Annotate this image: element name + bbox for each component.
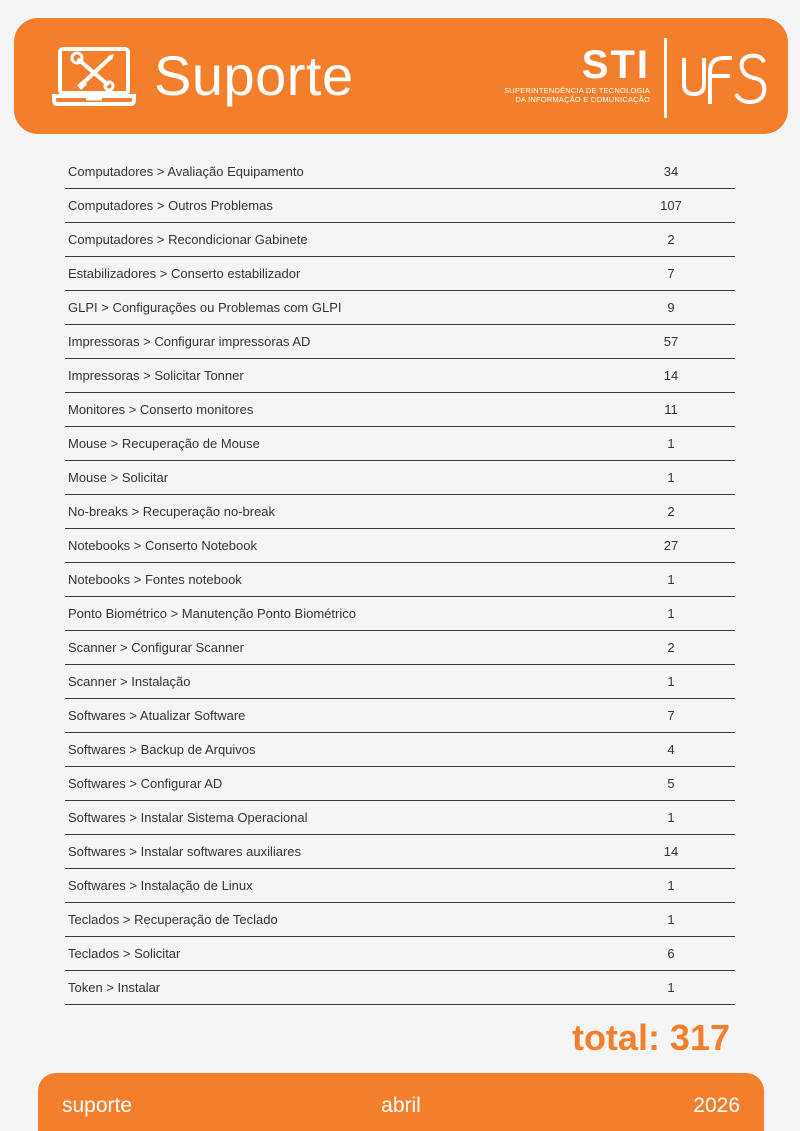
org-name-line-2: DA INFORMAÇÃO E COMUNICAÇÃO (515, 95, 650, 104)
row-category: Ponto Biométrico > Manutenção Ponto Biométrico (68, 606, 356, 621)
logo-divider (664, 38, 667, 118)
sti-logo: STI (581, 43, 650, 87)
row-count: 1 (667, 810, 675, 825)
org-name-line-1: SUPERINTENDÊNCIA DE TECNOLOGIA (504, 86, 650, 95)
row-count: 5 (667, 776, 675, 791)
table-row (65, 495, 735, 529)
row-count: 14 (663, 844, 679, 859)
row-category: Impressoras > Solicitar Tonner (68, 368, 244, 383)
row-category: Teclados > Solicitar (68, 946, 181, 961)
table-row (65, 631, 735, 665)
table-row (65, 291, 735, 325)
row-category: Softwares > Configurar AD (68, 776, 223, 791)
table-row (65, 869, 735, 903)
row-count: 7 (667, 266, 675, 281)
row-count: 1 (667, 674, 675, 689)
row-count: 14 (663, 368, 679, 383)
table-row (65, 359, 735, 393)
row-category: No-breaks > Recuperação no-break (68, 504, 276, 519)
table-row (65, 971, 735, 1005)
row-count: 11 (664, 402, 678, 417)
row-count: 6 (667, 946, 675, 961)
table-row (65, 835, 735, 869)
row-category: Mouse > Solicitar (68, 470, 169, 485)
table-row (65, 325, 735, 359)
row-count: 4 (667, 742, 675, 757)
row-category: Teclados > Recuperação de Teclado (68, 912, 278, 927)
row-category: Impressoras > Configurar impressoras AD (68, 334, 311, 349)
table-row (65, 597, 735, 631)
row-category: Notebooks > Fontes notebook (68, 572, 242, 587)
table-row (65, 529, 735, 563)
table-row (65, 393, 735, 427)
row-count: 2 (667, 640, 675, 655)
row-category: Computadores > Outros Problemas (68, 198, 273, 213)
table-row (65, 461, 735, 495)
row-category: Softwares > Instalar Sistema Operacional (68, 810, 308, 825)
table-row (65, 937, 735, 971)
table-row (65, 563, 735, 597)
row-category: Softwares > Backup de Arquivos (68, 742, 256, 757)
footer-year: 2026 (693, 1094, 740, 1117)
row-category: Softwares > Instalar softwares auxiliares (68, 844, 302, 859)
row-count: 9 (667, 300, 675, 315)
row-count: 57 (663, 334, 679, 349)
row-count: 1 (667, 912, 675, 927)
laptop-tools-icon (52, 46, 136, 108)
row-category: Computadores > Avaliação Equipamento (68, 164, 304, 179)
table-row (65, 903, 735, 937)
row-count: 34 (663, 164, 679, 179)
support-ticket-table (65, 155, 735, 1005)
row-count: 27 (663, 538, 679, 553)
sti-logo-block (494, 44, 650, 114)
page-title: Suporte (154, 44, 354, 107)
row-count: 7 (667, 708, 675, 723)
row-count: 1 (667, 980, 675, 995)
row-category: Scanner > Configurar Scanner (68, 640, 244, 655)
table-row (65, 665, 735, 699)
header-banner (14, 18, 788, 134)
row-count: 1 (667, 436, 675, 451)
row-count: 1 (667, 470, 675, 485)
row-category: Monitores > Conserto monitores (68, 402, 254, 417)
row-count: 1 (667, 572, 675, 587)
table-row (65, 155, 735, 189)
row-category: Estabilizadores > Conserto estabilizador (68, 266, 301, 281)
footer-month: abril (381, 1094, 421, 1117)
footer-section-label: suporte (62, 1094, 133, 1117)
row-count: 107 (660, 198, 682, 213)
row-count: 1 (667, 878, 675, 893)
row-category: Softwares > Atualizar Software (68, 708, 246, 723)
table-row (65, 189, 735, 223)
table-row (65, 801, 735, 835)
row-category: GLPI > Configurações ou Problemas com GLPI (68, 300, 342, 315)
row-category: Scanner > Instalação (68, 674, 191, 689)
row-count: 2 (667, 232, 675, 247)
table-row (65, 767, 735, 801)
row-count: 2 (667, 504, 675, 519)
total-count: total: 317 (571, 1017, 730, 1058)
row-category: Notebooks > Conserto Notebook (68, 538, 257, 553)
row-category: Token > Instalar (68, 980, 161, 995)
row-count: 1 (667, 606, 675, 621)
table-row (65, 699, 735, 733)
ufs-logo (678, 46, 772, 108)
table-row (65, 223, 735, 257)
row-category: Softwares > Instalação de Linux (68, 878, 253, 893)
table-row (65, 427, 735, 461)
row-category: Computadores > Recondicionar Gabinete (68, 232, 308, 247)
row-category: Mouse > Recuperação de Mouse (68, 436, 260, 451)
table-row (65, 257, 735, 291)
table-row (65, 733, 735, 767)
footer-banner (38, 1073, 764, 1131)
